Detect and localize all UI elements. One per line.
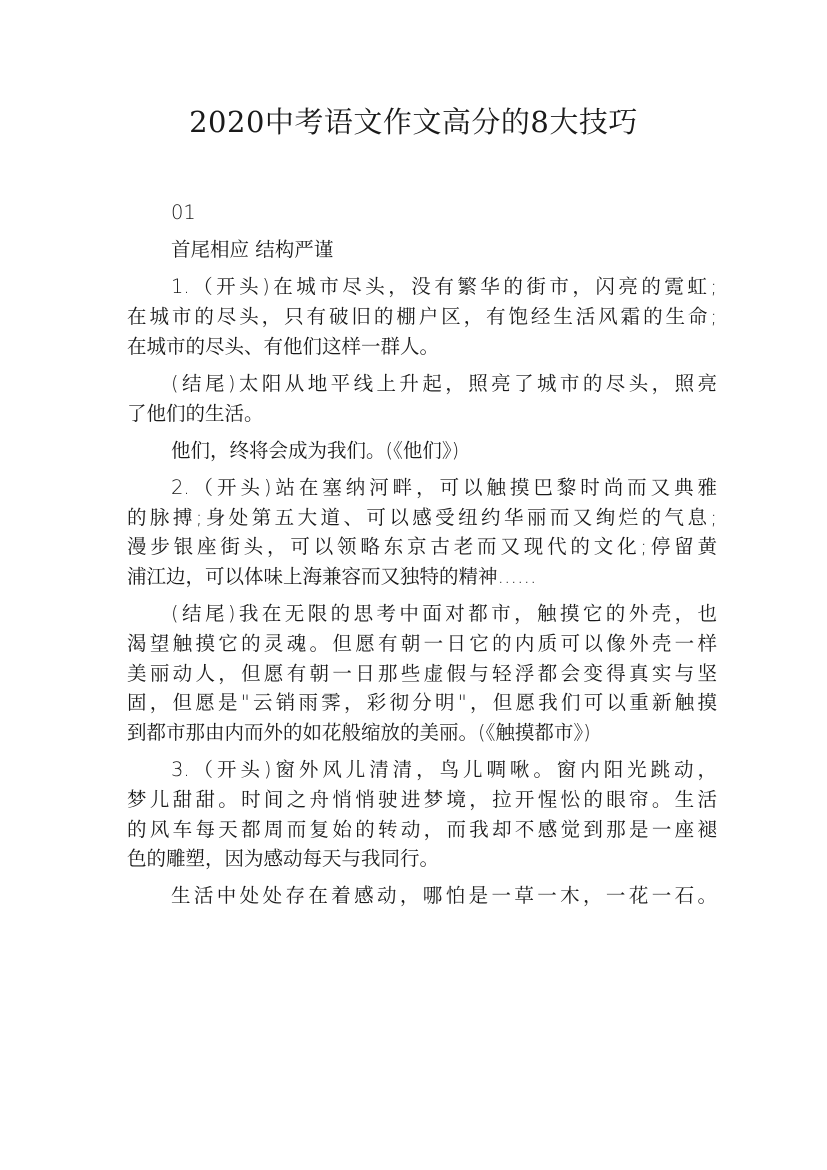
paragraph-line: (结尾)太阳从地平线上升起，照亮了城市的尽头，照亮 <box>171 371 717 395</box>
paragraph-line: 漫步银座街头，可以领略东京古老而又现代的文化;停留黄 <box>127 535 717 559</box>
paragraph-line: 了他们的生活。 <box>127 401 264 425</box>
paragraph-line: 梦儿甜甜。时间之舟悄悄驶进梦境，拉开惺忪的眼帘。生活 <box>127 787 717 811</box>
paragraph-line: 3.（开头)窗外风儿清清，鸟儿啁啾。窗内阳光跳动， <box>171 758 717 782</box>
paragraph-line: 色的雕塑，因为感动每天与我同行。 <box>127 847 440 871</box>
paragraph-line: 2.（开头)站在塞纳河畔，可以触摸巴黎时尚而又典雅 <box>171 476 717 499</box>
paragraph-line: 的风车每天都周而复始的转动，而我却不感觉到那是一座褪 <box>127 817 717 841</box>
paragraph-line: (结尾)我在无限的思考中面对都市，触摸它的外壳，也 <box>171 602 717 626</box>
paragraph-line: 渴望触摸它的灵魂。但愿有朝一日它的内质可以像外壳一样 <box>127 631 717 655</box>
paragraph-line: 在城市的尽头、有他们这样一群人。 <box>127 334 440 358</box>
paragraph-line: 浦江边，可以体味上海兼容而又独特的精神…… <box>127 565 537 589</box>
paragraph-line: 固，但愿是"云销雨霁，彩彻分明"，但愿我们可以重新触摸 <box>127 691 717 715</box>
paragraph-line: 他们，终将会成为我们。(《他们》) <box>171 438 460 462</box>
document-title: 2020中考语文作文高分的8大技巧 <box>189 105 638 139</box>
paragraph-line: 到都市那由内而外的如花般缩放的美丽。(《触摸都市》) <box>127 721 591 744</box>
document-body <box>127 198 717 911</box>
section-number: 01 <box>171 201 196 224</box>
paragraph-line: 生活中处处存在着感动，哪怕是一草一木，一花一石。 <box>171 884 717 908</box>
section-heading: 首尾相应 结构严谨 <box>171 238 334 262</box>
paragraph-line: 在城市的尽头，只有破旧的棚户区，有饱经生活风霜的生命; <box>127 305 717 329</box>
paragraph-line: 美丽动人，但愿有朝一日那些虚假与轻浮都会变得真实与坚 <box>127 661 717 685</box>
paragraph-line: 1.（开头)在城市尽头，没有繁华的街市，闪亮的霓虹; <box>171 275 717 299</box>
paragraph-line: 的脉搏;身处第五大道、可以感受纽约华丽而又绚烂的气息; <box>127 505 717 529</box>
